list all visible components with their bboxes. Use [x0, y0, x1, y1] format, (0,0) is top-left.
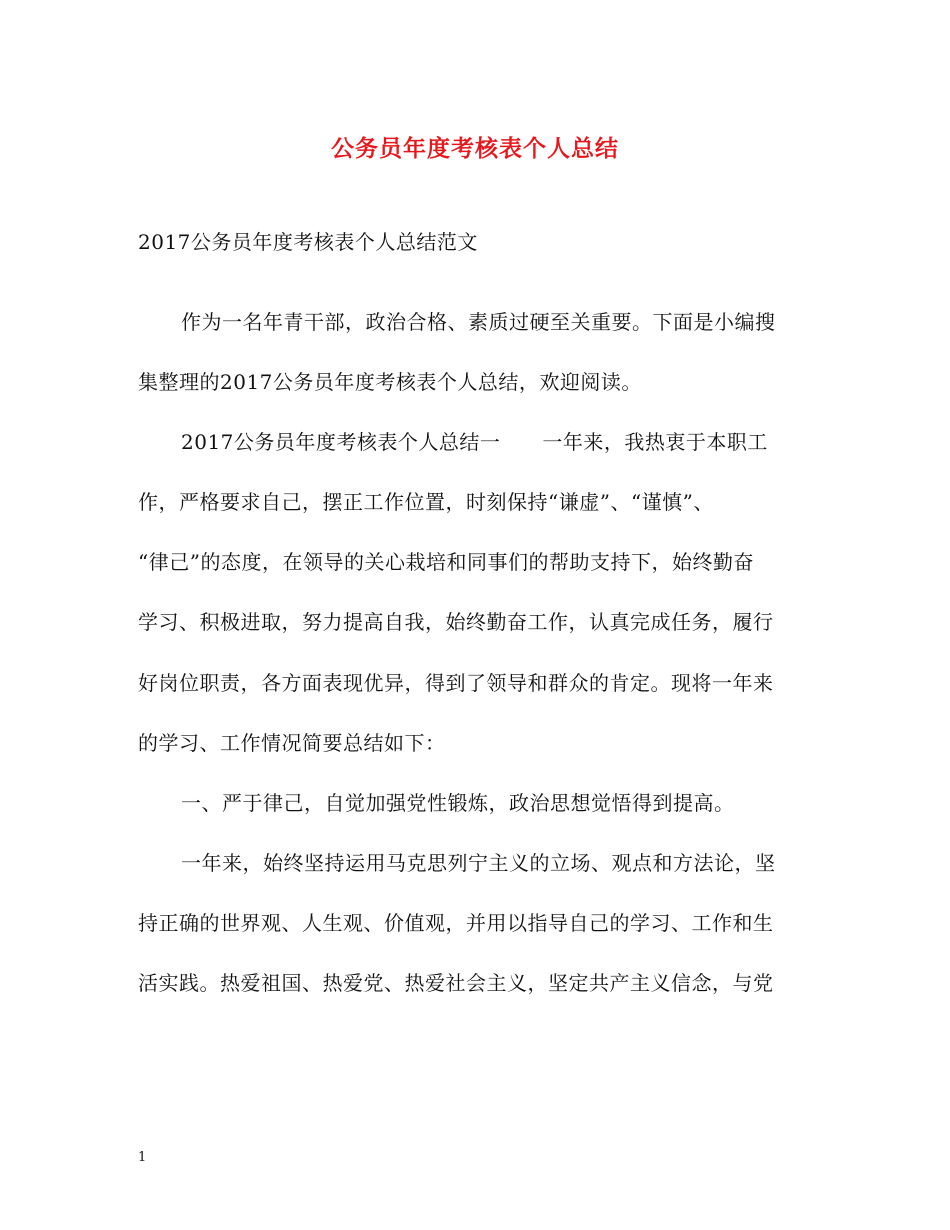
paragraph-line: 好岗位职责，各方面表现优异，得到了领导和群众的肯定。现将一年来	[138, 671, 774, 695]
paragraph-line: 的学习、工作情况简要总结如下：	[138, 731, 446, 755]
paragraph-line: 一年来，始终坚持运用马克思列宁主义的立场、观点和方法论，坚	[181, 851, 776, 875]
paragraph-line: 一、严于律己，自觉加强党性锻炼，政治思想觉悟得到提高。	[181, 791, 735, 815]
paragraph-text: 一年来，我热衷于本职工	[542, 430, 768, 454]
paragraph-line: “律己”的态度，在领导的关心栽培和同事们的帮助支持下，始终勤奋	[138, 550, 754, 574]
paragraph-line	[181, 428, 768, 456]
paragraph-line: 活实践。热爱祖国、热爱党、热爱社会主义，坚定共产主义信念，与党	[138, 971, 774, 995]
paragraph-line: 学习、积极进取，努力提高自我，始终勤奋工作，认真完成任务，履行	[138, 610, 774, 634]
paragraph-line: 集整理的2017公务员年度考核表个人总结，欢迎阅读。	[138, 370, 642, 394]
paragraph-line: 作，严格要求自己，摆正工作位置，时刻保持“谦虚”、“谨慎”、	[138, 490, 714, 514]
page-number: 1	[138, 1150, 147, 1165]
document-subtitle: 2017公务员年度考核表个人总结范文	[138, 230, 478, 254]
document-title: 公务员年度考核表个人总结	[331, 135, 619, 162]
paragraph-line: 持正确的世界观、人生观、价值观，并用以指导自己的学习、工作和生	[138, 911, 774, 935]
section-heading: 2017公务员年度考核表个人总结一	[181, 430, 501, 454]
paragraph-line: 作为一名年青干部，政治合格、素质过硬至关重要。下面是小编搜	[181, 310, 776, 334]
